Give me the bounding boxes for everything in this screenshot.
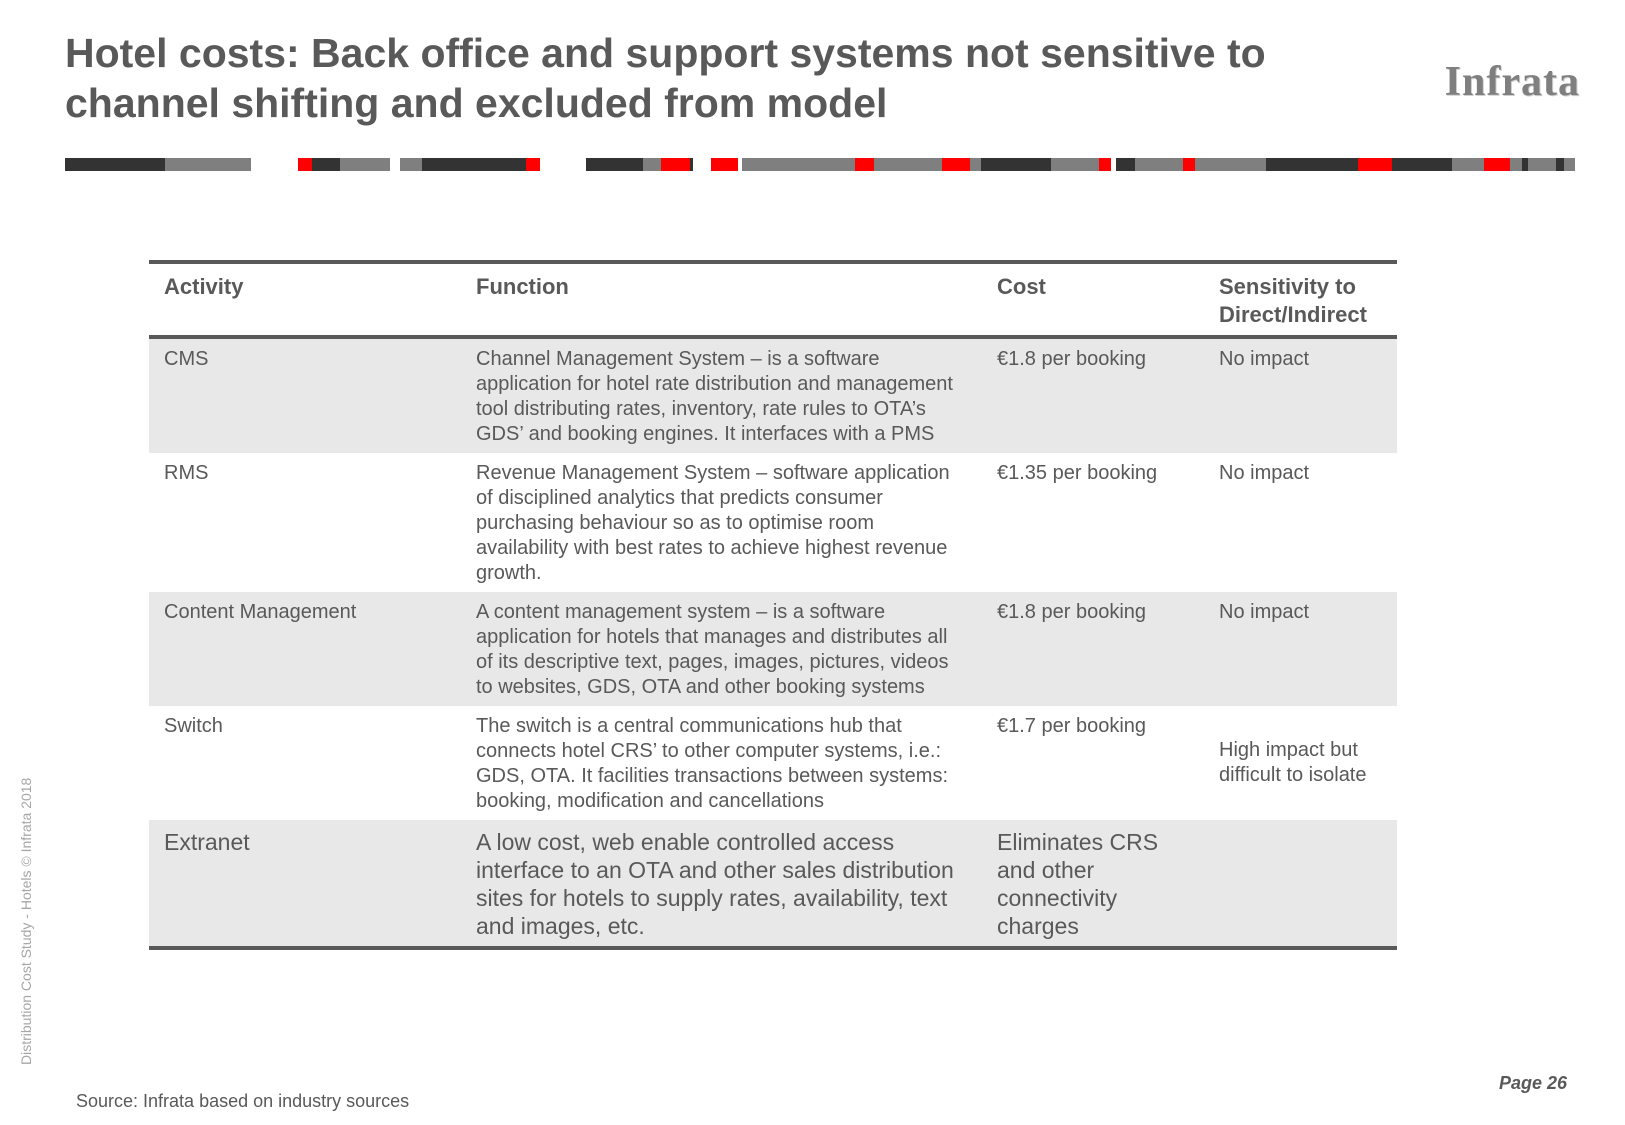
header-sensitivity: Sensitivity to Direct/Indirect xyxy=(1204,262,1397,337)
header-cost: Cost xyxy=(982,262,1204,337)
decorative-bar-strip xyxy=(65,158,1575,171)
sensitivity-cell: No impact xyxy=(1204,592,1397,706)
function-cell: A content management system – is a software application for hotels that manages and distributes all of its descriptive text, pages, images, pictures, videos to websites, GDS, OTA and other booking systems xyxy=(461,592,982,706)
systems-cost-table xyxy=(149,260,1397,950)
sensitivity-cell: No impact xyxy=(1204,337,1397,453)
cost-cell: Eliminates CRS and other connectivity charges xyxy=(982,820,1204,948)
source-note: Source: Infrata based on industry sources xyxy=(76,1091,410,1111)
cost-cell: €1.8 per booking xyxy=(982,337,1204,453)
table-row xyxy=(149,337,1397,453)
table-row xyxy=(149,706,1397,820)
function-cell: The switch is a central communications hub that connects hotel CRS’ to other computer systems, i.e.: GDS, OTA. It facilities transactions between systems: booking, modification and cancellations xyxy=(476,715,949,812)
activity-cell: Switch xyxy=(164,715,223,737)
title-line-2: channel shifting and excluded from model xyxy=(65,80,888,126)
page-number: Page 26 xyxy=(1498,1073,1567,1093)
function-cell: Channel Management System – is a software application for hotel rate distribution and management tool distributing rates, inventory, rate rules to OTA’s GDS’ and booking engines. It interfaces with a PMS xyxy=(461,337,982,453)
table-row xyxy=(149,820,1397,948)
function-cell: A low cost, web enable controlled access interface to an OTA and other sales distribution sites for hotels to supply rates, availability, text and images, etc. xyxy=(461,820,982,948)
header-function: Function xyxy=(461,262,982,337)
infrata-logo: Infrata xyxy=(1444,59,1580,105)
function-cell: Revenue Management System – software application of disciplined analytics that predicts consumer purchasing behaviour so as to optimise room availability with best rates to achieve highest revenue growth. xyxy=(476,462,950,584)
activity-cell: Extranet xyxy=(149,820,461,948)
table-row xyxy=(149,592,1397,706)
table-header-row xyxy=(149,262,1397,337)
header-activity: Activity xyxy=(149,262,461,337)
cost-cell: €1.8 per booking xyxy=(982,592,1204,706)
title-line-1: Hotel costs: Back office and support systems not sensitive to xyxy=(65,30,1266,76)
page-title xyxy=(65,28,1365,128)
sensitivity-cell: No impact xyxy=(1219,462,1310,484)
table-row xyxy=(149,453,1397,592)
cost-cell: €1.7 per booking xyxy=(997,715,1147,737)
cost-cell: €1.35 per booking xyxy=(997,462,1158,484)
activity-cell: RMS xyxy=(164,462,209,484)
activity-cell: Content Management xyxy=(149,592,461,706)
side-copyright-note: Distribution Cost Study - Hotels © Infrata 2018 xyxy=(18,777,34,1065)
sensitivity-cell xyxy=(1204,820,1397,948)
sensitivity-cell: High impact but difficult to isolate xyxy=(1219,739,1367,786)
activity-cell: CMS xyxy=(149,337,461,453)
